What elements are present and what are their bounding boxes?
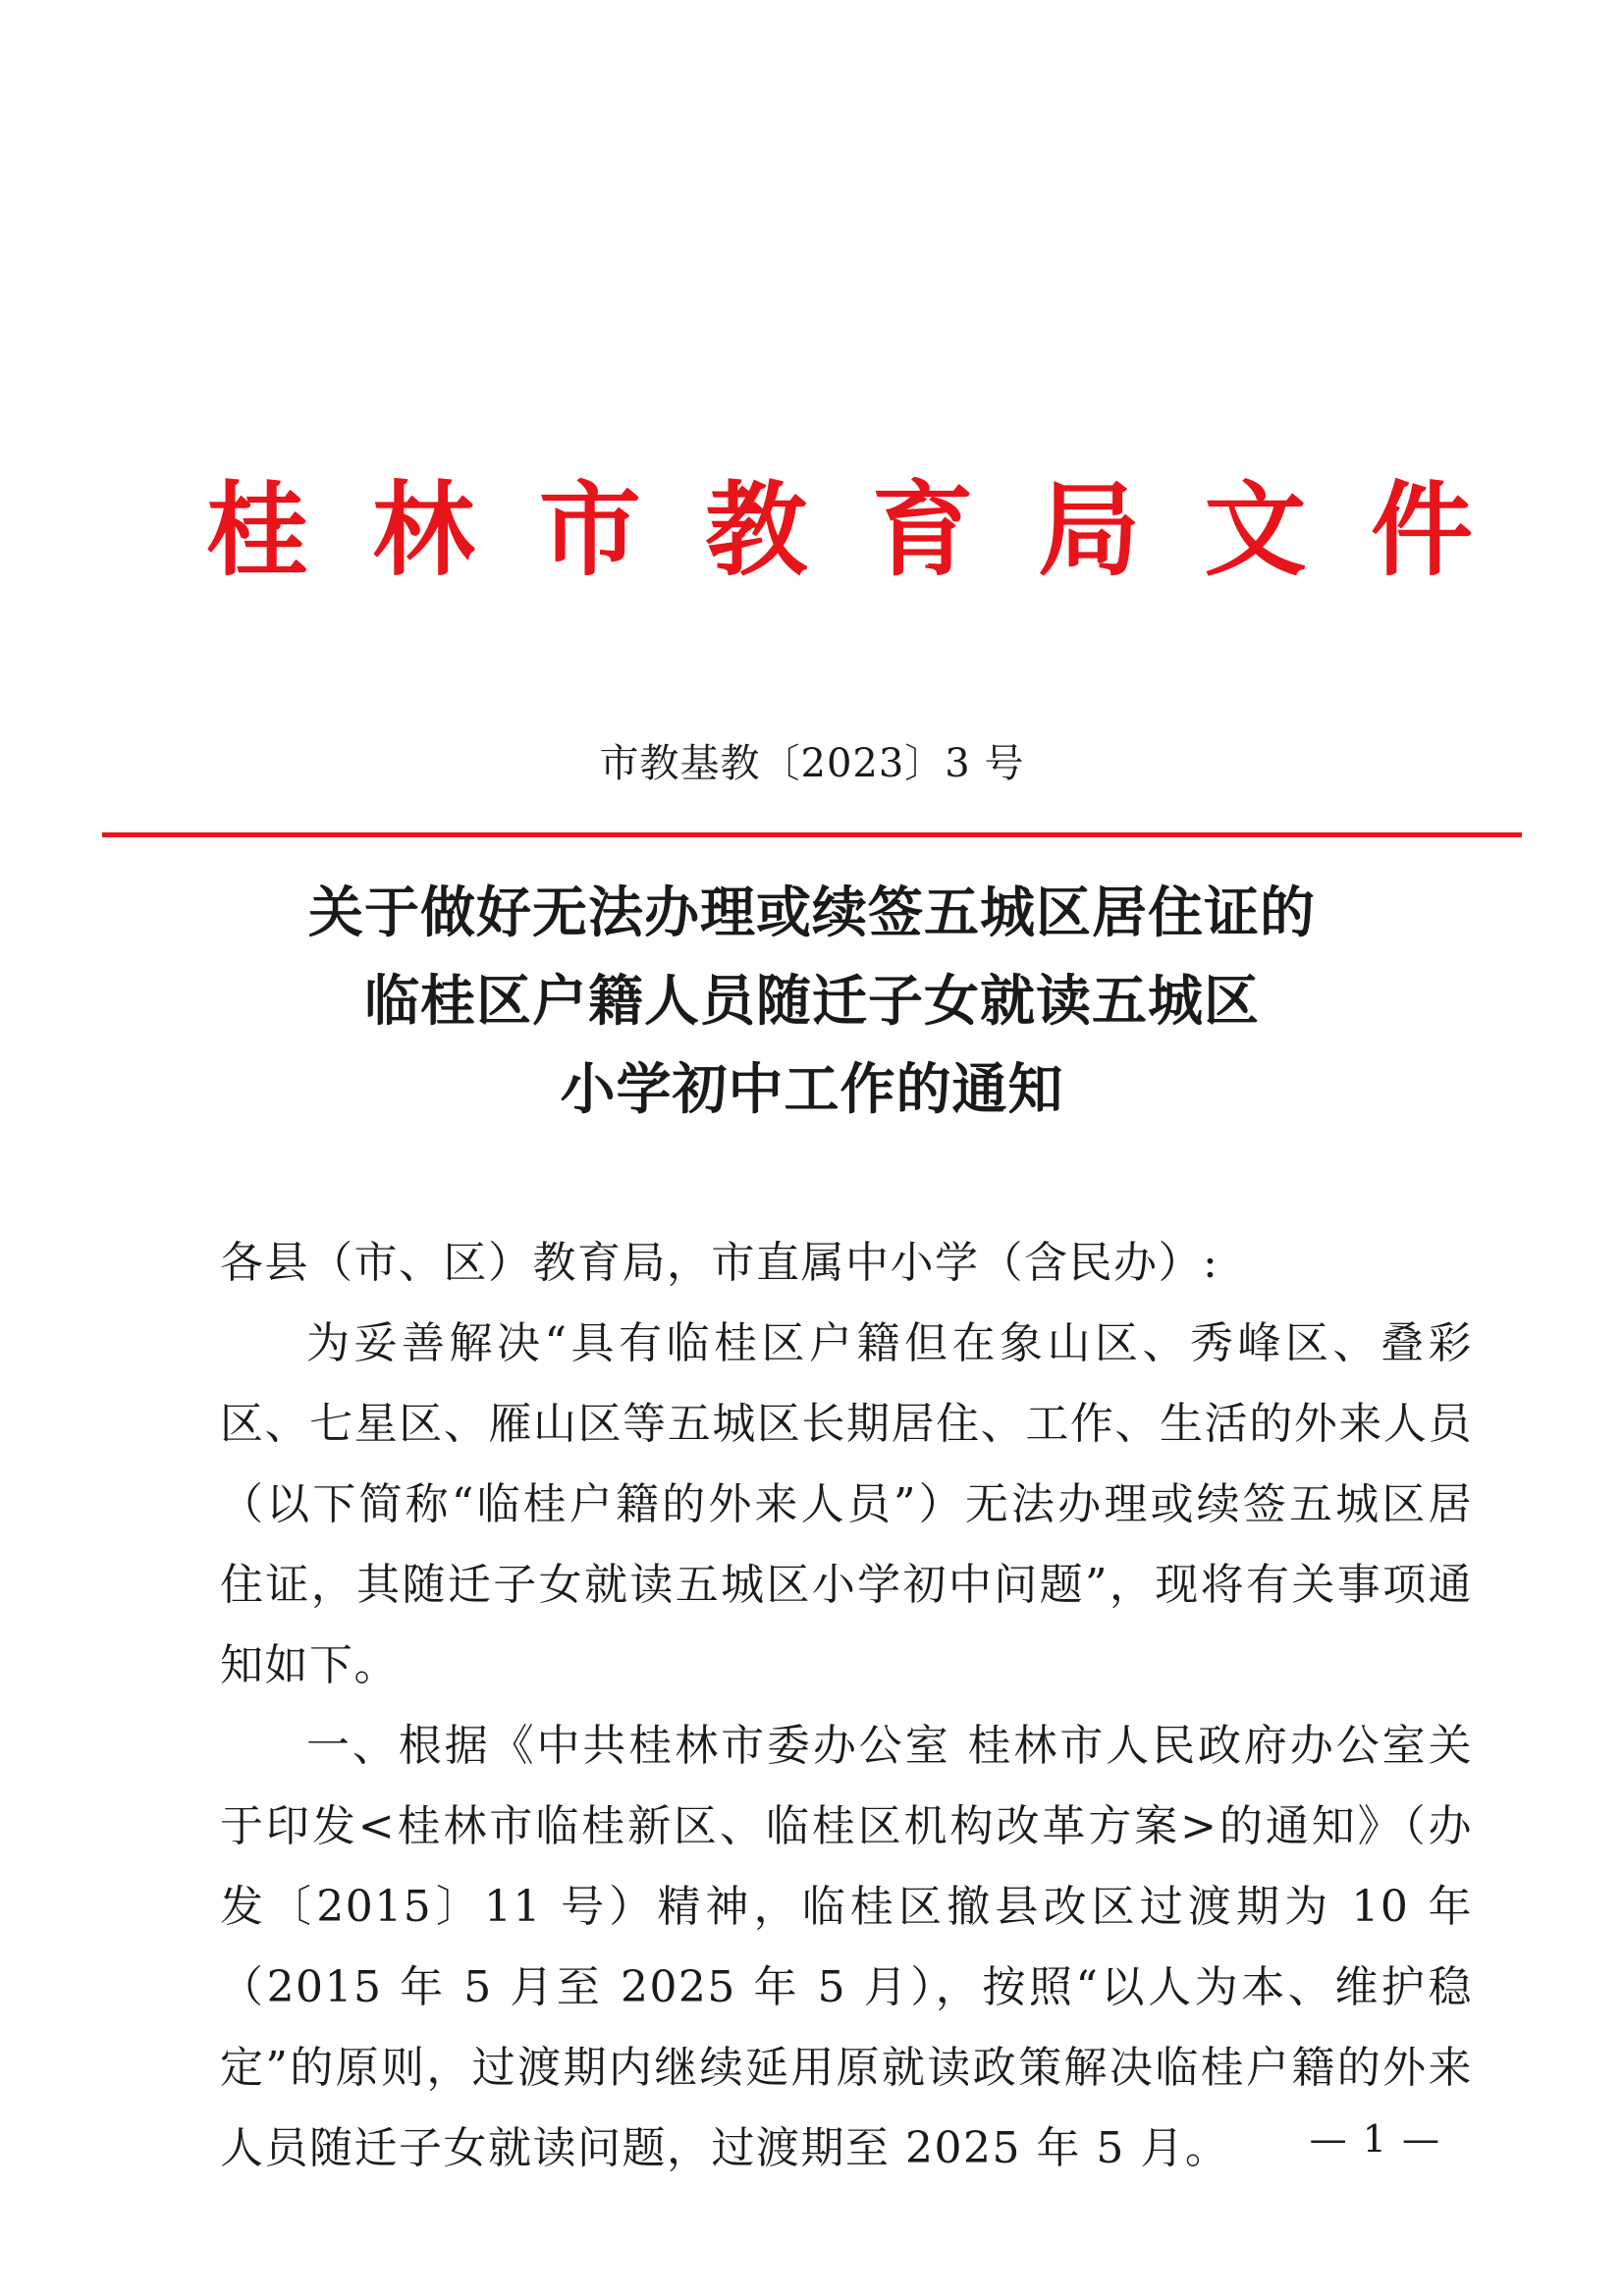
masthead-char: 桂 (206, 470, 309, 590)
masthead-title (206, 461, 1473, 599)
title-line: 临桂区户籍人员随迁子女就读五城区 (364, 969, 1260, 1034)
body-paragraph: 为妥善解决“具有临桂区户籍但在象山区、秀峰区、叠彩区、七星区、雁山区等五城区长期居住、工作、生活的外来人员（以下简称“临桂户籍的外来人员”）无法办理或续签五城区居住证，其随迁子女就读五城区小学初中问题”，现将有关事项通知如下。 (220, 1318, 1473, 1690)
masthead-char: 局 (1038, 470, 1141, 590)
salutation: 各县（市、区）教育局，市直属中小学（含民办）: (220, 1238, 1219, 1288)
red-divider-line (102, 832, 1522, 837)
masthead-char: 林 (372, 470, 475, 590)
title-line: 小学初中工作的通知 (560, 1057, 1064, 1122)
title-line: 关于做好无法办理或续签五城区居住证的 (308, 881, 1316, 945)
body-paragraph: 一、根据《中共桂林市委办公室 桂林市人民政府办公室关于印发<桂林市临桂新区、临桂区机构改革方案>的通知》（办发〔2015〕11 号）精神，临桂区撤县改区过渡期为 10 年（2015 年 5 月至 2025 年 5 月），按照“以人为本、维护稳定”的原则，过渡期内继续延用原就读政策解决临桂户籍的外来人员随迁子女就读问题，过渡期至 2025 年 5 月。 (220, 1721, 1473, 2173)
document-number: 市教基教〔2023〕3 号 (599, 741, 1025, 786)
notice-title (0, 869, 1624, 1134)
masthead-char: 教 (705, 470, 808, 590)
body-text (220, 1223, 1473, 2189)
masthead-char: 文 (1204, 470, 1307, 590)
masthead-char: 市 (538, 470, 641, 590)
masthead-char: 件 (1370, 470, 1473, 590)
masthead-char: 育 (871, 470, 974, 590)
page-number: — 1 — (1309, 2117, 1441, 2161)
